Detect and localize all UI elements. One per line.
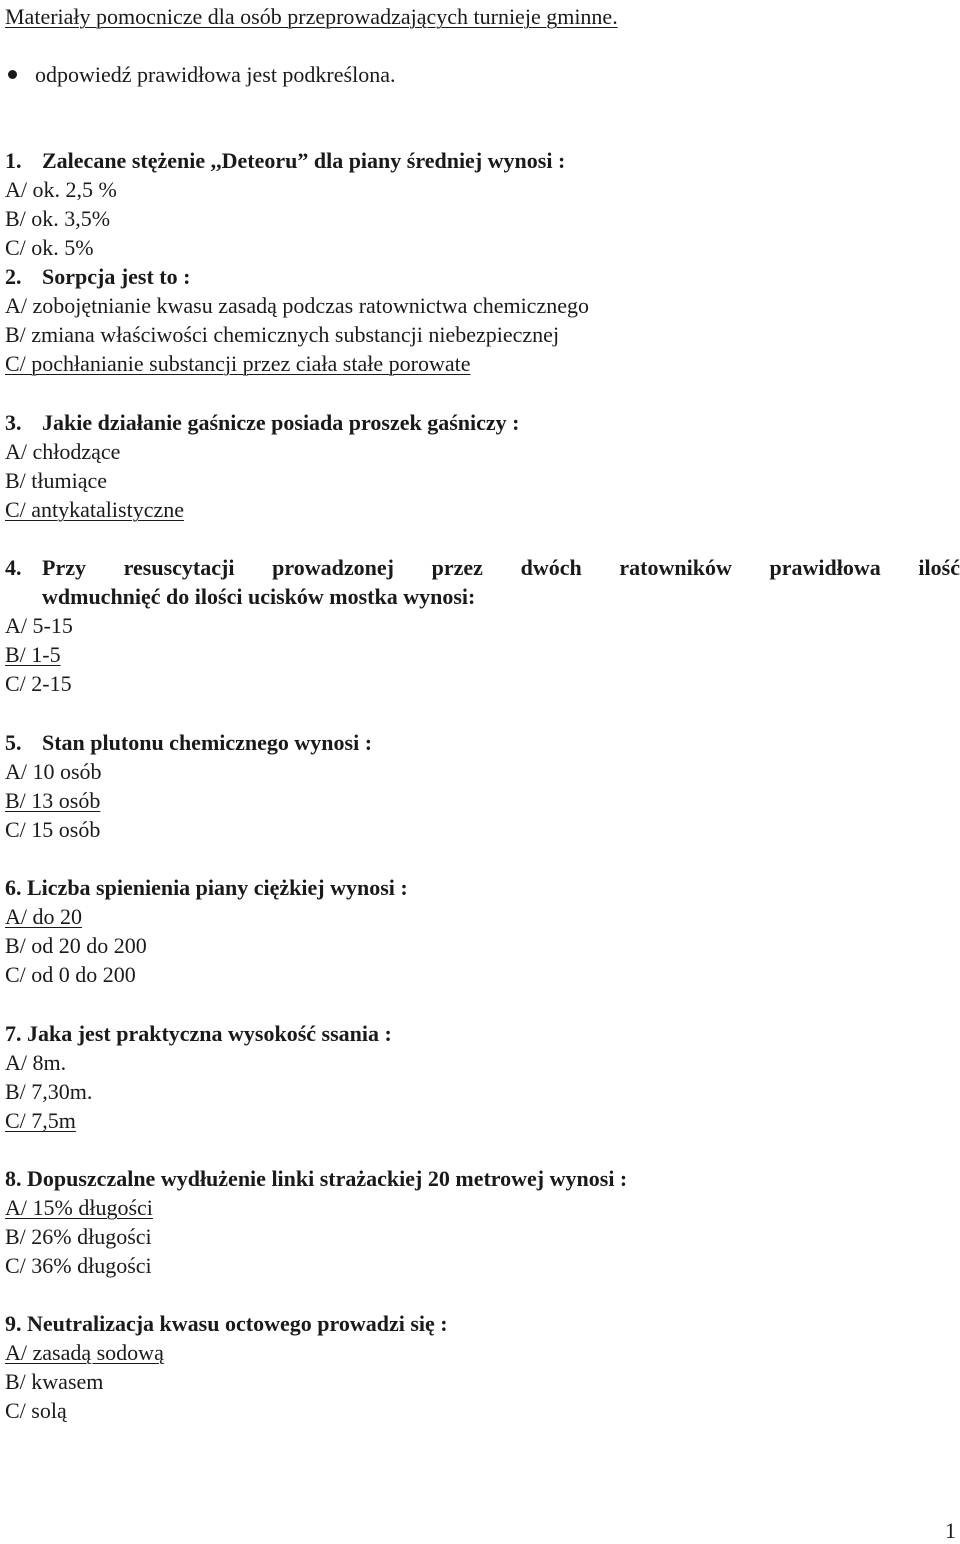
answer-2c-correct: C/ pochłanianie substancji przez ciała stałe porowate	[5, 351, 471, 376]
question-text: Neutralizacja kwasu octowego prowadzi się :	[27, 1311, 448, 1336]
answer-8c: C/ 36% długości	[5, 1253, 152, 1278]
answer-4b-correct: B/ 1-5	[5, 642, 61, 667]
answer-1a: A/ ok. 2,5 %	[5, 177, 117, 202]
answer-3c-correct: C/ antykatalistyczne	[5, 497, 184, 522]
document-header: Materiały pomocnicze dla osób przeprowadzających turnieje gminne.	[5, 4, 618, 29]
answer-9b: B/ kwasem	[5, 1369, 104, 1394]
question-9	[5, 1311, 448, 1337]
question-text: Jaka jest praktyczna wysokość ssania :	[27, 1021, 392, 1046]
answer-8a-correct: A/ 15% długości	[5, 1195, 153, 1220]
question-number: 8.	[5, 1166, 22, 1191]
answer-4a: A/ 5-15	[5, 613, 73, 638]
answer-note: odpowiedź prawidłowa jest podkreślona.	[35, 62, 396, 87]
question-2	[5, 264, 190, 290]
question-3	[5, 410, 520, 436]
answer-2a: A/ zobojętnianie kwasu zasadą podczas ratownictwa chemicznego	[5, 293, 589, 318]
answer-7a: A/ 8m.	[5, 1050, 67, 1075]
answer-6a-correct: A/ do 20	[5, 904, 82, 929]
answer-4c: C/ 2-15	[5, 671, 72, 696]
question-number: 3.	[5, 410, 22, 435]
answer-6b: B/ od 20 do 200	[5, 933, 147, 958]
question-number: 6.	[5, 875, 22, 900]
question-4-line-2: wdmuchnięć do ilości ucisków mostka wynosi:	[42, 584, 476, 609]
answer-8b: B/ 26% długości	[5, 1224, 152, 1249]
question-5	[5, 730, 372, 756]
question-text: Jakie działanie gaśnicze posiada proszek gaśniczy :	[42, 410, 520, 435]
answer-2b: B/ zmiana właściwości chemicznych substancji niebezpiecznej	[5, 322, 560, 347]
question-text: Stan plutonu chemicznego wynosi :	[42, 730, 373, 755]
answer-6c: C/ od 0 do 200	[5, 962, 136, 987]
page-number: 1	[945, 1518, 956, 1543]
answer-3a: A/ chłodzące	[5, 439, 121, 464]
question-text: Sorpcja jest to :	[42, 264, 191, 289]
question-1	[5, 148, 565, 174]
answer-1c: C/ ok. 5%	[5, 235, 94, 260]
answer-5c: C/ 15 osób	[5, 817, 101, 842]
answer-9c: C/ solą	[5, 1398, 67, 1423]
question-text: Zalecane stężenie ,,Deteoru” dla piany średniej wynosi :	[42, 148, 566, 173]
question-4-line-1: Przy resuscytacji prowadzonej przez dwóch ratowników prawidłowa ilość	[42, 555, 960, 580]
bullet-icon	[8, 70, 17, 79]
question-7	[5, 1021, 392, 1047]
question-number: 1.	[5, 148, 22, 173]
question-number: 7.	[5, 1021, 22, 1046]
question-number: 5.	[5, 730, 22, 755]
answer-5b-correct: B/ 13 osób	[5, 788, 101, 813]
answer-9a-correct: A/ zasadą sodową	[5, 1340, 164, 1365]
question-text: Dopuszczalne wydłużenie linki strażackiej 20 metrowej wynosi :	[27, 1166, 628, 1191]
question-4	[5, 555, 42, 581]
answer-5a: A/ 10 osób	[5, 759, 102, 784]
answer-7c-correct: C/ 7,5m	[5, 1108, 76, 1133]
question-text: Liczba spienienia piany ciężkiej wynosi :	[27, 875, 408, 900]
answer-1b: B/ ok. 3,5%	[5, 206, 111, 231]
question-8	[5, 1166, 627, 1192]
question-6	[5, 875, 408, 901]
question-number: 9.	[5, 1311, 22, 1336]
question-number: 2.	[5, 264, 22, 289]
question-number: 4.	[5, 555, 22, 580]
answer-7b: B/ 7,30m.	[5, 1079, 93, 1104]
answer-3b: B/ tłumiące	[5, 468, 108, 493]
